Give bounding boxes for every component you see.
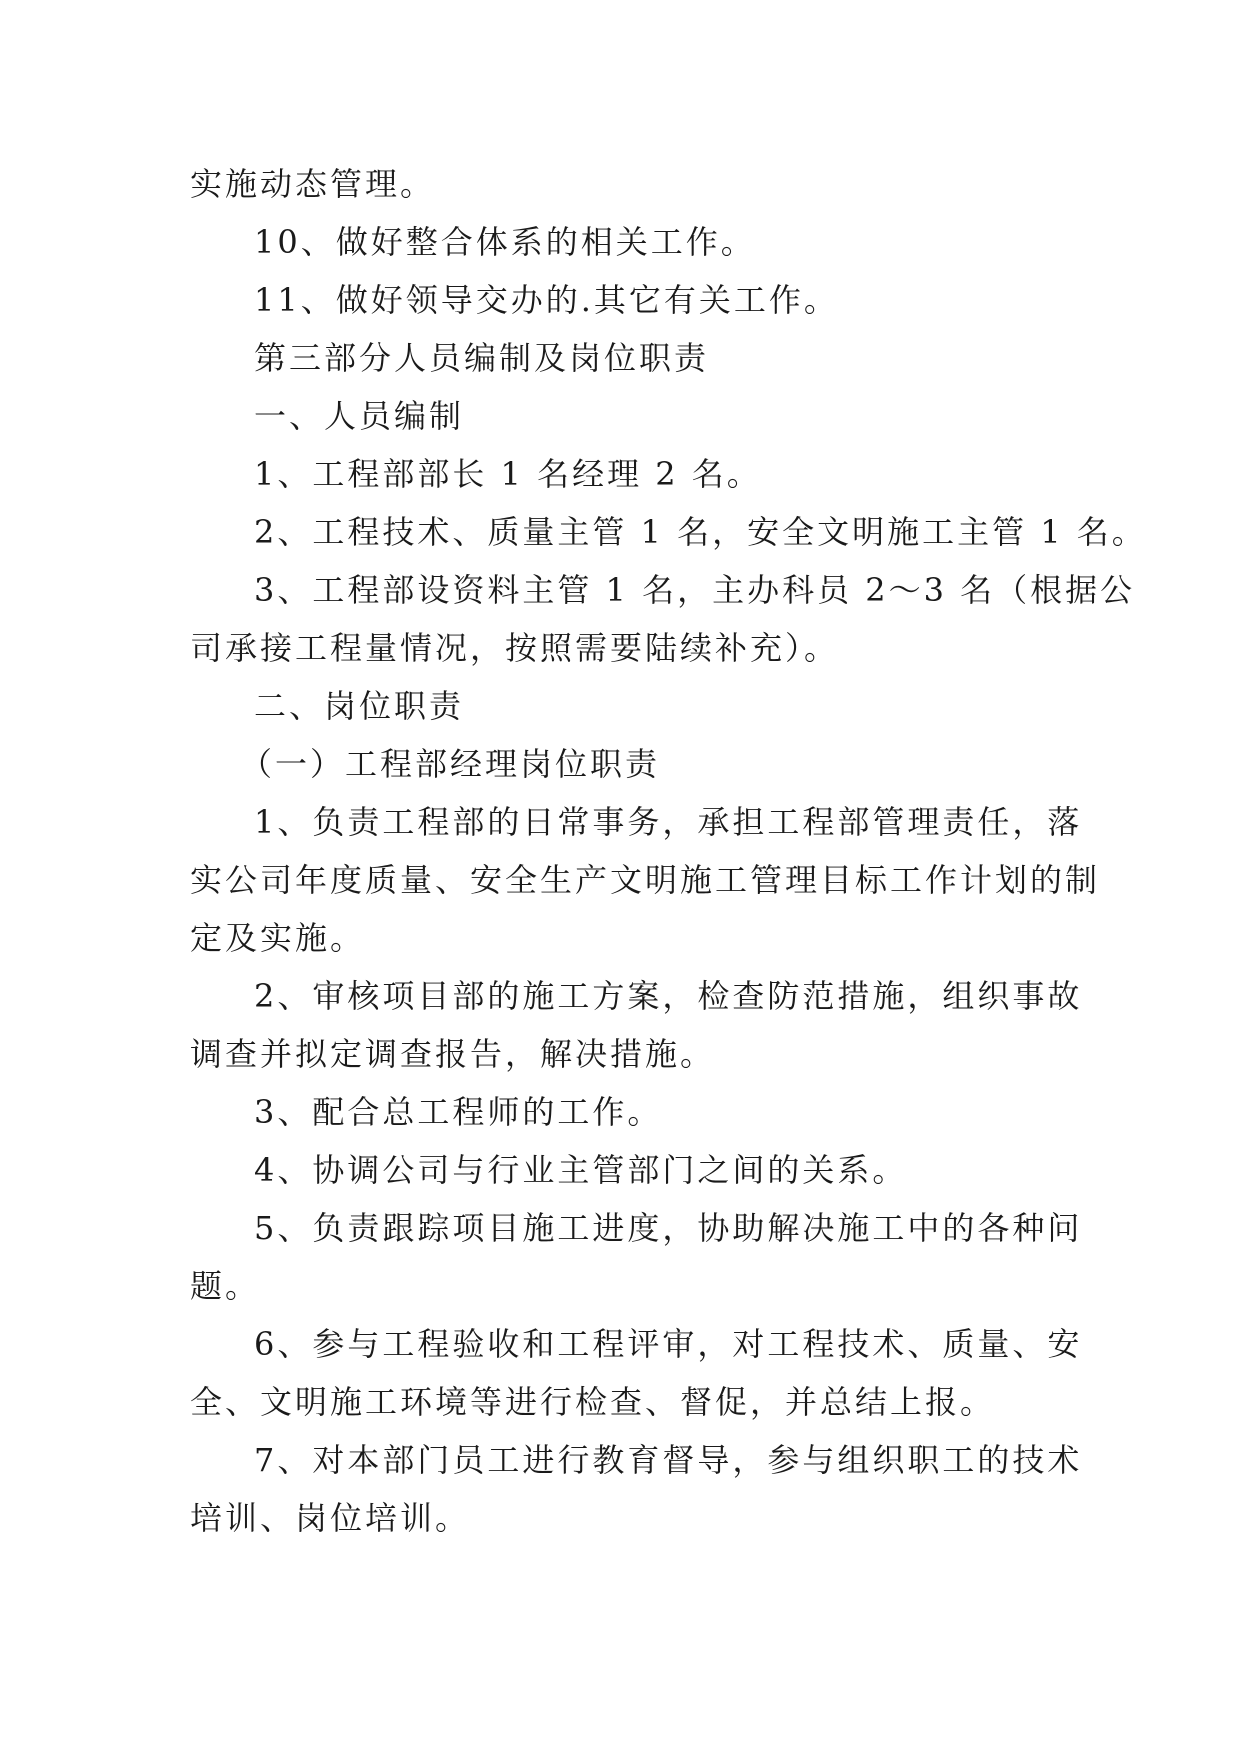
text-line: 2、审核项目部的施工方案，检查防范措施，组织事故	[254, 977, 1083, 1015]
text-line: 7、对本部门员工进行教育督导，参与组织职工的技术	[254, 1441, 1083, 1479]
text-line: 实施动态管理。	[190, 165, 436, 203]
text-line: 全、文明施工环境等进行检查、督促，并总结上报。	[190, 1383, 996, 1421]
document-body	[190, 155, 1147, 1547]
text-line: 10、做好整合体系的相关工作。	[254, 223, 756, 261]
section-heading: 第三部分人员编制及岗位职责	[254, 339, 710, 377]
text-line: 5、负责跟踪项目施工进度，协助解决施工中的各种问	[254, 1209, 1083, 1247]
text-line: 1、负责工程部的日常事务，承担工程部管理责任，落	[254, 803, 1083, 841]
subsection-heading: 二、岗位职责	[254, 687, 465, 725]
text-line: 定及实施。	[190, 919, 366, 957]
text-line: 4、协调公司与行业主管部门之间的关系。	[254, 1151, 908, 1189]
text-line: 实公司年度质量、安全生产文明施工管理目标工作计划的制	[190, 861, 1101, 899]
text-line: 题。	[190, 1267, 261, 1305]
subsection-heading: 一、人员编制	[254, 397, 465, 435]
text-line: 1、工程部部长 1 名经理 2 名。	[254, 455, 762, 493]
text-line: 6、参与工程验收和工程评审，对工程技术、质量、安	[254, 1325, 1083, 1363]
text-line: 调查并拟定调查报告，解决措施。	[190, 1035, 716, 1073]
text-line: 3、工程部设资料主管 1 名，主办科员 2～3 名（根据公	[254, 571, 1136, 609]
text-line: 11、做好领导交办的.其它有关工作。	[254, 281, 839, 319]
subsection-heading: （一）工程部经理岗位职责	[240, 745, 661, 783]
text-line: 2、工程技术、质量主管 1 名，安全文明施工主管 1 名。	[254, 513, 1147, 551]
text-line: 培训、岗位培训。	[190, 1499, 471, 1537]
text-line: 3、配合总工程师的工作。	[254, 1093, 663, 1131]
text-line: 司承接工程量情况，按照需要陆续补充）。	[190, 629, 840, 667]
